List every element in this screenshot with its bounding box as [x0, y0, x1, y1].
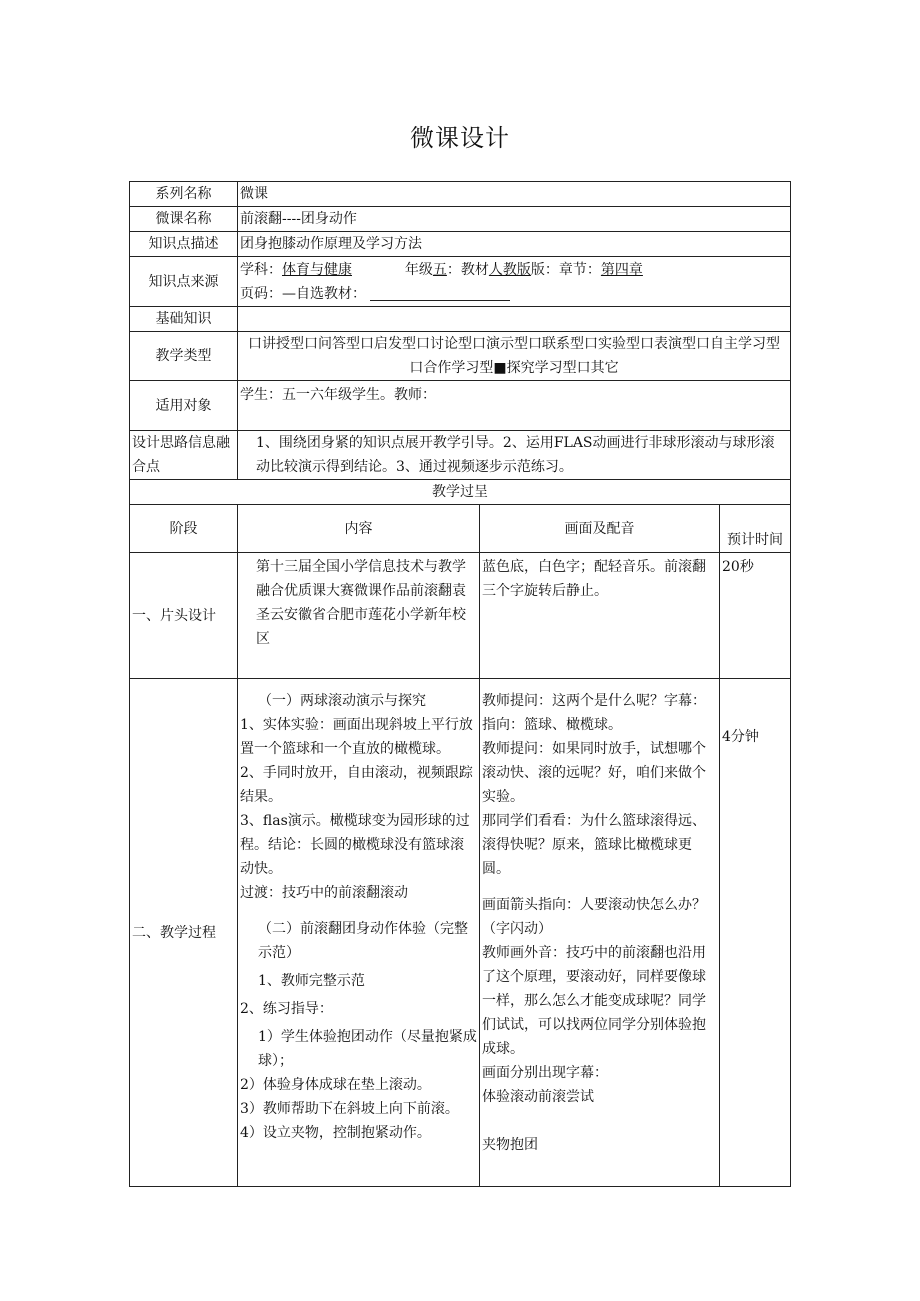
- type-row: [130, 332, 791, 381]
- target-label: 适用对象: [130, 381, 238, 431]
- time-cell: 4分钟: [720, 679, 791, 1187]
- design-label: 设计思路信息融合点: [130, 431, 238, 480]
- desc-value: 团身抱膝动作原理及学习方法: [238, 232, 791, 257]
- content-line: 第十三届全国小学信息技术与教学融合优质课大赛微课作品前滚翻袁圣云安徽省合肥市莲花小学新年校区: [256, 559, 466, 647]
- process-row-teaching: [130, 679, 791, 1187]
- page-label: 页码：—自选教材：: [240, 285, 366, 302]
- stage-cell: 二、教学过程: [130, 679, 238, 1187]
- source-row: [130, 257, 791, 307]
- source-value: [238, 257, 791, 307]
- content-line: 1）学生体验抱团动作（尽量抱紧成球）；: [258, 1029, 477, 1069]
- name-row: [130, 207, 791, 232]
- chapter-label: 版：章节：: [530, 261, 601, 278]
- screen-line: 那同学们看看：为什么篮球滚得远、滚得快呢？原来，篮球比橄榄球更圆。: [482, 813, 706, 877]
- name-label: 微课名称: [130, 207, 238, 232]
- content-line: 3）教师帮助下在斜坡上向下前滚。: [240, 1101, 459, 1117]
- col-content: 内容: [238, 505, 480, 553]
- screen-line: 蓝色底，白色字；配轻音乐。前滚翻三个字旋转后静止。: [482, 559, 706, 599]
- process-header: 教学过呈: [130, 480, 791, 505]
- screen-cell: [480, 553, 720, 679]
- textbook-blank-line: [370, 286, 510, 301]
- time-cell: 20秒: [720, 553, 791, 679]
- stage-cell: 一、片头设计: [130, 553, 238, 679]
- col-stage: 阶段: [130, 505, 238, 553]
- screen-line: 夹物抱团: [482, 1137, 538, 1153]
- basic-value: [238, 307, 791, 332]
- desc-label: 知识点描述: [130, 232, 238, 257]
- series-label: 系列名称: [130, 182, 238, 207]
- content-line: 2、手同时放开，自由滚动，视频跟踪结果。: [240, 765, 473, 805]
- content-line: 2）体验身体成球在垫上滚动。: [240, 1077, 431, 1093]
- process-row-intro: [130, 553, 791, 679]
- type-label: 教学类型: [130, 332, 238, 381]
- basic-row: [130, 307, 791, 332]
- subject-value: 体育与健康: [282, 261, 352, 278]
- screen-line: 教师提问：如果同时放手，试想哪个滚动快、滚的远呢？好，咱们来做个实验。: [482, 741, 706, 805]
- grade-value: 五: [432, 261, 447, 278]
- content-line: 1、实体实验：画面出现斜坡上平行放置一个篮球和一个直放的橄榄球。: [240, 717, 473, 757]
- content-line: 3、flas演示。橄榄球变为园形球的过程。结论：长圆的橄榄球没有篮球滚动快。: [240, 813, 470, 877]
- source-label: 知识点来源: [130, 257, 238, 307]
- content-cell: [238, 679, 480, 1187]
- process-column-header-row: [130, 505, 791, 553]
- screen-line: 画面分别出现字幕：: [482, 1065, 608, 1081]
- type-value: 口讲授型口问答型口启发型口讨论型口演示型口联系型口实验型口表演型口自主学习型口合作学习型■探究学习型口其它: [238, 332, 791, 381]
- textbook-label: ：教材: [446, 261, 489, 278]
- screen-cell: [480, 679, 720, 1187]
- page-title: 微课设计: [410, 124, 510, 152]
- process-header-row: [130, 480, 791, 505]
- design-row: [130, 431, 791, 480]
- textbook-value: 人教版: [488, 261, 531, 278]
- chapter-value: 第四章: [600, 261, 643, 278]
- content-line: 过渡：技巧中的前滚翻滚动: [240, 885, 408, 901]
- content-line: （二）前滚翻团身动作体验（完整示范）: [258, 921, 468, 961]
- subject-label: 学科：: [240, 261, 282, 278]
- screen-line: 教师提问：这两个是什么呢？字幕：指向：篮球、橄榄球。: [482, 693, 706, 733]
- content-line: 1、教师完整示范: [258, 973, 365, 989]
- col-time: 预计时间: [720, 505, 791, 553]
- lesson-design-table: [129, 181, 791, 1187]
- series-value: 微课: [238, 182, 791, 207]
- content-line: 4）设立夹物，控制抱紧动作。: [240, 1125, 431, 1141]
- grade-label: 年级: [404, 261, 433, 278]
- target-value: 学生：五一六年级学生。教师：: [238, 381, 791, 431]
- content-line: （一）两球滚动演示与探究: [258, 693, 426, 709]
- content-cell: [238, 553, 480, 679]
- col-screen: 画面及配音: [480, 505, 720, 553]
- screen-line: 体验滚动前滚尝试: [482, 1089, 594, 1105]
- basic-label: 基础知识: [130, 307, 238, 332]
- name-value: 前滚翻----团身动作: [238, 207, 791, 232]
- screen-line: 画面箭头指向：人要滚动快怎么办？（字闪动）: [482, 897, 706, 937]
- series-row: [130, 182, 791, 207]
- screen-line: 教师画外音：技巧中的前滚翻也沿用了这个原理，要滚动好，同样要像球一样，那么怎么才能变成球呢？同学们试试，可以找两位同学分别体验抱成球。: [482, 945, 706, 1057]
- target-row: [130, 381, 791, 431]
- desc-row: [130, 232, 791, 257]
- design-value: 1、围绕团身紧的知识点展开教学引导。2、运用FLAS动画进行非球形滚动与球形滚动比较演示得到结论。3、通过视频逐步示范练习。: [238, 431, 791, 480]
- content-line: 2、练习指导：: [240, 1001, 333, 1017]
